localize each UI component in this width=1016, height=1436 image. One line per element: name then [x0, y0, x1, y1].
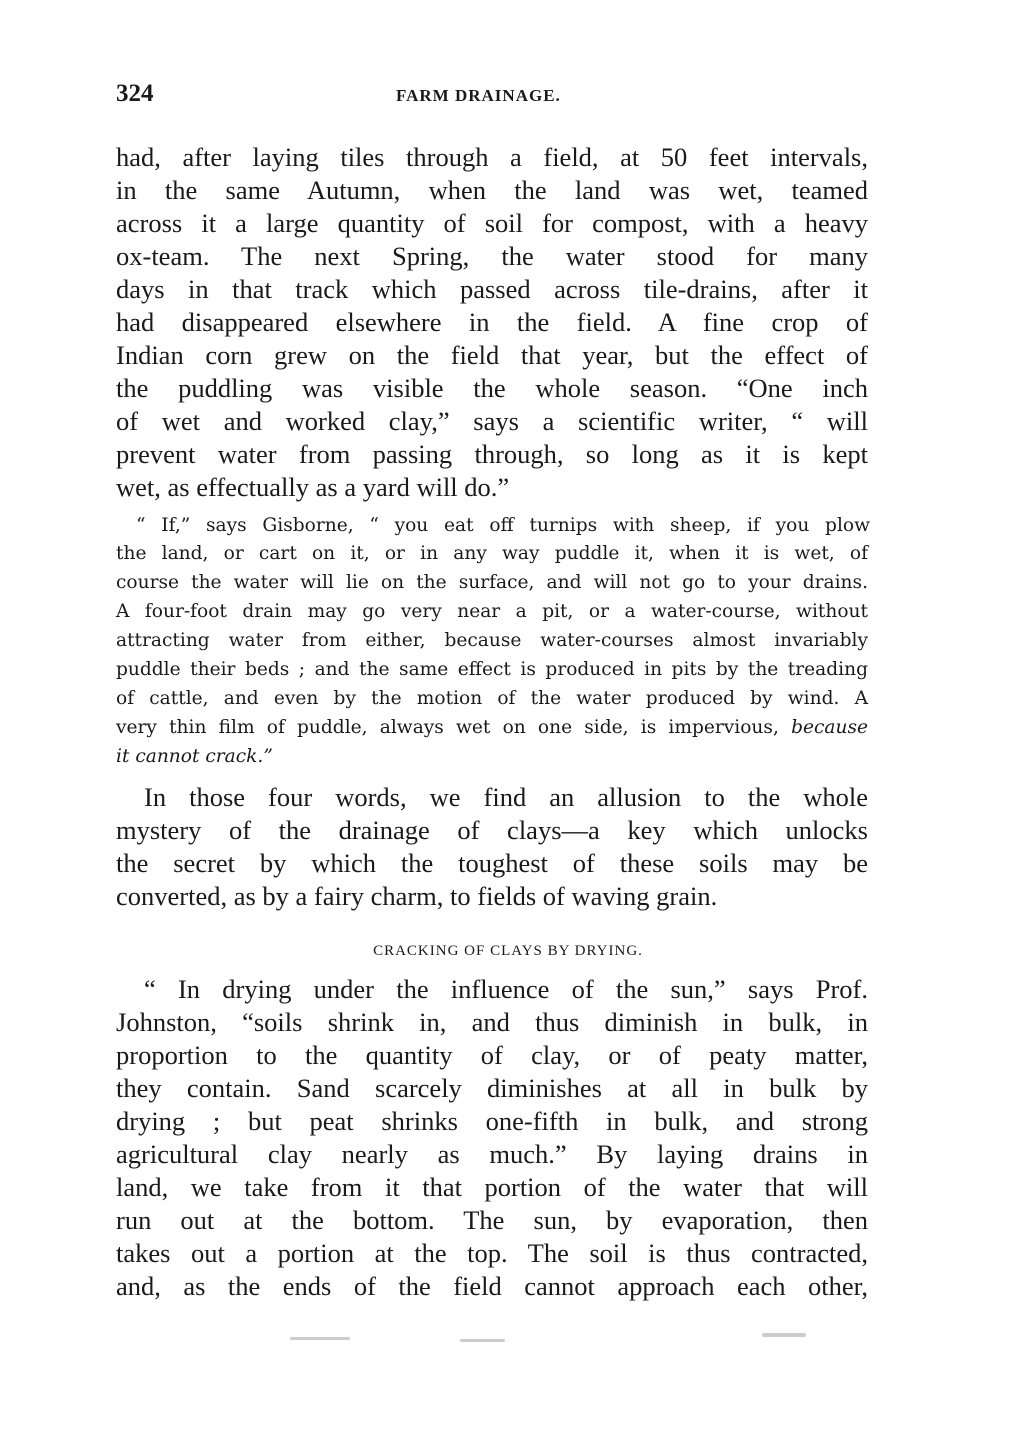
text-line: had, after laying tiles through a field, at 50 feet intervals, [116, 142, 868, 172]
text-line: of wet and worked clay,” says a scientific writer, “ will [116, 406, 868, 436]
text-line: In those four words, we find an allusion to the whole [144, 782, 868, 812]
scan-smudge [762, 1333, 806, 1337]
text-line: land, we take from it that portion of the water that will [116, 1172, 868, 1202]
quote-line: “ If,” says Gisborne, “ you eat off turnips with sheep, if you plow [136, 515, 870, 536]
quote-line: puddle their beds ; and the same effect is produced in pits by the treading [116, 659, 868, 680]
quote-line: A four-foot drain may go very near a pit, or a water-course, without [116, 601, 868, 622]
text-line: converted, as by a fairy charm, to fields of waving grain. [116, 881, 718, 911]
text-line: days in that track which passed across tile-drains, after it [116, 274, 868, 304]
text-line: takes out a portion at the top. The soil is thus contracted, [116, 1238, 868, 1268]
text-line: the puddling was visible the whole season. “One inch [116, 373, 868, 403]
section-heading: CRACKING OF CLAYS BY DRYING. [373, 943, 643, 959]
quote-line-text: very thin film of puddle, always wet on one side, is impervious, [116, 717, 779, 738]
page-header [116, 80, 876, 120]
text-line: Indian corn grew on the field that year, but the effect of [116, 340, 868, 370]
text-line: Johnston, “soils shrink in, and thus diminish in bulk, in [116, 1007, 868, 1037]
quote-line: of cattle, and even by the motion of the water produced by wind. A [116, 688, 868, 709]
text-line: and, as the ends of the field cannot approach each other, [116, 1271, 868, 1301]
text-line: drying ; but peat shrinks one-fifth in bulk, and strong [116, 1106, 868, 1136]
text-line: agricultural clay nearly as much.” By laying drains in [116, 1139, 868, 1169]
text-line: mystery of the drainage of clays—a key which unlocks [116, 815, 868, 845]
text-line: ox-team. The next Spring, the water stood for many [116, 241, 868, 271]
text-line: proportion to the quantity of clay, or of peaty matter, [116, 1040, 868, 1070]
text-line: they contain. Sand scarcely diminishes at all in bulk by [116, 1073, 868, 1103]
scan-smudge [290, 1337, 350, 1340]
text-line: across it a large quantity of soil for compost, with a heavy [116, 208, 868, 238]
text-line: prevent water from passing through, so long as it is kept [116, 439, 868, 469]
text-line: the secret by which the toughest of these soils may be [116, 848, 868, 878]
text-line: “ In drying under the influence of the sun,” says Prof. [144, 974, 868, 1004]
scan-smudge [460, 1339, 505, 1342]
quote-line [116, 714, 868, 742]
text-line: run out at the bottom. The sun, by evaporation, then [116, 1205, 868, 1235]
page-number: 324 [116, 80, 154, 107]
text-line: had disappeared elsewhere in the field. A fine crop of [116, 307, 868, 337]
quote-line: it cannot crack.” [116, 746, 273, 767]
text-line: in the same Autumn, when the land was wet, teamed [116, 175, 868, 205]
running-title: FARM DRAINAGE. [396, 86, 561, 105]
emphasis-text: because [791, 717, 868, 738]
quote-line: the land, or cart on it, or in any way puddle it, when it is wet, of [116, 543, 868, 564]
quote-line: course the water will lie on the surface, and will not go to your drains. [116, 572, 868, 593]
text-line: wet, as effectually as a yard will do.” [116, 472, 510, 502]
quote-line: attracting water from either, because water-courses almost invariably [116, 630, 868, 651]
